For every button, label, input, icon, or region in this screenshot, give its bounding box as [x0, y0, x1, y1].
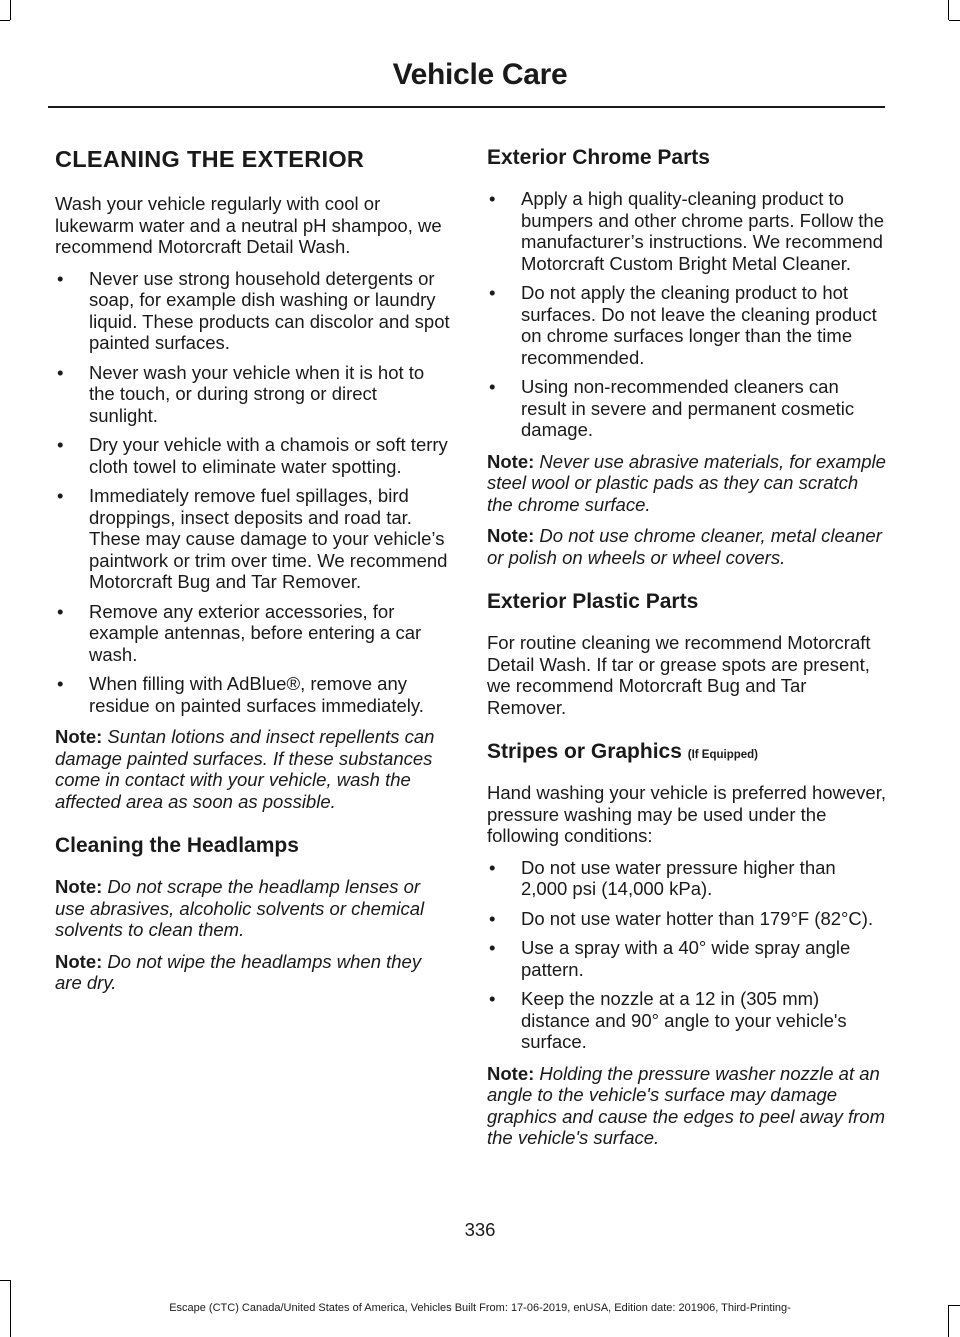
section-heading-stripes: Stripes or Graphics (If Equipped)	[487, 740, 759, 763]
bullet-icon: •	[57, 361, 64, 383]
list-item: • Apply a high quality-cleaning product to bumpers and other chrome parts. Follow the manufacturer’s instructions. We recommend Motorcraft Custom Bright Metal Cleaner.	[489, 188, 884, 274]
list-item: • Immediately remove fuel spillages, bird droppings, insect deposits and road tar. These may cause damage to your vehicle’s paintwork or trim over time. We recommend Motorcraft Bug and Tar Remover.	[57, 485, 448, 592]
bullet-icon: •	[489, 907, 496, 929]
crop-mark	[949, 20, 960, 21]
list-item: • Never wash your vehicle when it is hot to the touch, or during strong or direct sunlight.	[57, 361, 425, 426]
crop-mark	[0, 1280, 10, 1281]
list-item: • When filling with AdBlue®, remove any residue on painted surfaces immediately.	[57, 673, 424, 716]
note-label: Note:	[55, 726, 103, 747]
left-column	[55, 146, 450, 1004]
list-item: • Dry your vehicle with a chamois or soft terry cloth towel to eliminate water spotting.	[57, 434, 448, 477]
list-item: • Do not use water hotter than 179°F (82°C).	[489, 907, 874, 929]
bullet-icon: •	[489, 282, 496, 303]
note-label: Note:	[55, 876, 103, 897]
list-item: • Remove any exterior accessories, for example antennas, before entering a car wash.	[57, 600, 422, 665]
note-headlamps-wipe: Note: Do not wipe the headlamps when they are dry.	[55, 950, 422, 993]
crop-mark	[948, 0, 949, 20]
intro-paragraph: Wash your vehicle regularly with cool or lukewarm water and a neutral pH shampoo, we recommend Motorcraft Detail Wash.	[55, 193, 442, 257]
bullet-icon: •	[489, 988, 496, 1009]
note-chrome-abrasive: Note: Never use abrasive materials, for example steel wool or plastic pads as they can scratch the chrome surface.	[487, 450, 886, 515]
chrome-bullet-list	[487, 188, 887, 441]
section-heading-cleaning-exterior: CLEANING THE EXTERIOR	[55, 146, 365, 172]
note-headlamps-scrape: Note: Do not scrape the headlamp lenses or use abrasives, alcoholic solvents or chemical solvents to clean them.	[55, 876, 425, 940]
if-equipped-label: (If Equipped)	[687, 749, 759, 761]
list-item: • Do not apply the cleaning product to hot surfaces. Do not leave the cleaning product on chrome surfaces longer than the time recommended.	[489, 282, 877, 368]
bullet-icon: •	[489, 188, 496, 209]
page-header-title: Vehicle Care	[392, 58, 568, 91]
page-footer: Escape (CTC) Canada/United States of America, Vehicles Built From: 17-06-2019, enUSA, Edition date: 201906, Third-Printing-	[169, 1302, 791, 1314]
bullet-icon: •	[57, 267, 64, 289]
list-item: • Use a spray with a 40° wide spray angle pattern.	[489, 937, 851, 980]
stripes-intro: Hand washing your vehicle is preferred however, pressure washing may be used under the following conditions:	[487, 782, 886, 846]
bullet-icon: •	[57, 673, 64, 694]
crop-mark	[10, 0, 11, 20]
list-item: • Do not use water pressure higher than 2,000 psi (14,000 kPa).	[489, 856, 836, 899]
note-label: Note:	[487, 450, 535, 472]
bullet-icon: •	[57, 485, 64, 506]
section-heading-headlamps: Cleaning the Headlamps	[55, 834, 299, 857]
bullet-icon: •	[57, 434, 64, 455]
note-label: Note:	[487, 525, 535, 546]
page-number: 336	[464, 1219, 496, 1240]
exterior-bullet-list	[55, 268, 450, 717]
crop-mark	[0, 20, 10, 21]
stripes-bullet-list	[487, 857, 887, 1053]
plastic-paragraph: For routine cleaning we recommend Motorcraft Detail Wash. If tar or grease spots are present, we recommend Motorcraft Bug and Tar Remover.	[487, 632, 871, 718]
list-item: • Never use strong household detergents or soap, for example dish washing or laundry liquid. These products can discolor and spot painted surfaces.	[57, 267, 450, 353]
section-heading-chrome: Exterior Chrome Parts	[487, 146, 710, 169]
list-item: • Using non-recommended cleaners can result in severe and permanent cosmetic damage.	[489, 376, 855, 440]
note-chrome-wheels: Note: Do not use chrome cleaner, metal cleaner or polish on wheels or wheel covers.	[487, 525, 882, 568]
list-item: • Keep the nozzle at a 12 in (305 mm) distance and 90° angle to your vehicle's surface.	[489, 988, 847, 1052]
bullet-icon: •	[489, 856, 496, 878]
note-pressure-washer: Note: Holding the pressure washer nozzle at an angle to the vehicle's surface may damage graphics and cause the edges to peel away from the vehicle's surface.	[487, 1062, 885, 1148]
note-label: Note:	[55, 950, 103, 972]
bullet-icon: •	[489, 376, 496, 397]
section-heading-plastic: Exterior Plastic Parts	[487, 590, 699, 613]
bullet-icon: •	[489, 937, 496, 958]
note-label: Note:	[487, 1062, 535, 1084]
right-column	[487, 146, 887, 1159]
header-divider	[48, 106, 885, 108]
note-suntan: Note: Suntan lotions and insect repellents can damage painted surfaces. If these substances come in contact with your vehicle, wash the affected area as soon as possible.	[55, 726, 435, 812]
bullet-icon: •	[57, 600, 64, 622]
